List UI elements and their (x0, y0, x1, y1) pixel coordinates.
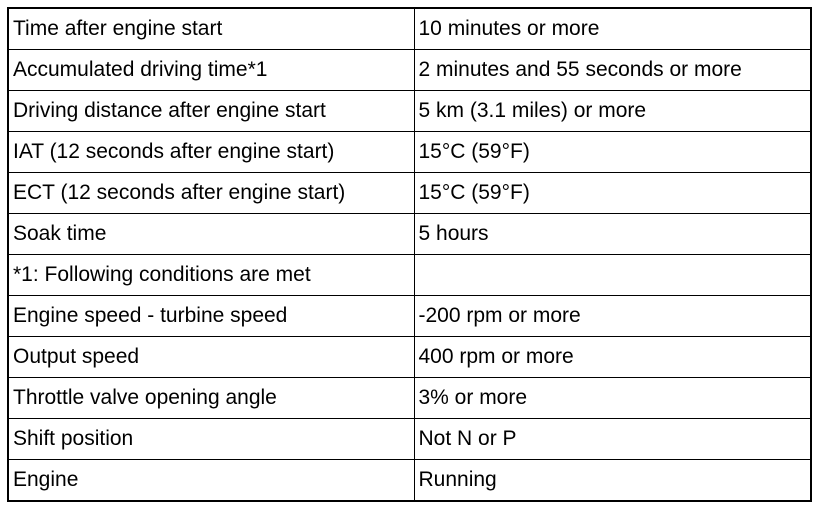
conditions-table (7, 7, 812, 502)
value-cell (414, 255, 811, 296)
value-cell: Not N or P (414, 419, 811, 460)
value-cell: 10 minutes or more (414, 8, 811, 50)
value-cell: 5 hours (414, 214, 811, 255)
table-row (8, 460, 811, 502)
parameter-cell: Output speed (8, 337, 414, 378)
footnote-cell: *1: Following conditions are met (8, 255, 414, 296)
parameter-cell: Driving distance after engine start (8, 91, 414, 132)
parameter-cell: Accumulated driving time*1 (8, 50, 414, 91)
value-cell: 400 rpm or more (414, 337, 811, 378)
parameter-cell: Throttle valve opening angle (8, 378, 414, 419)
parameter-cell: Time after engine start (8, 8, 414, 50)
table-row (8, 132, 811, 173)
table-row (8, 337, 811, 378)
parameter-cell: Engine speed - turbine speed (8, 296, 414, 337)
value-cell: 3% or more (414, 378, 811, 419)
table-row (8, 255, 811, 296)
value-cell: Running (414, 460, 811, 502)
value-cell: 2 minutes and 55 seconds or more (414, 50, 811, 91)
table-row (8, 419, 811, 460)
value-cell: 5 km (3.1 miles) or more (414, 91, 811, 132)
parameter-cell: IAT (12 seconds after engine start) (8, 132, 414, 173)
table-row (8, 8, 811, 50)
parameter-cell: Shift position (8, 419, 414, 460)
table-row (8, 50, 811, 91)
value-cell: 15°C (59°F) (414, 173, 811, 214)
table-row (8, 296, 811, 337)
parameter-cell: ECT (12 seconds after engine start) (8, 173, 414, 214)
value-cell: 15°C (59°F) (414, 132, 811, 173)
table-row (8, 91, 811, 132)
conditions-table-body (8, 8, 811, 501)
value-cell: -200 rpm or more (414, 296, 811, 337)
table-row (8, 214, 811, 255)
parameter-cell: Soak time (8, 214, 414, 255)
table-row (8, 378, 811, 419)
table-row (8, 173, 811, 214)
parameter-cell: Engine (8, 460, 414, 502)
